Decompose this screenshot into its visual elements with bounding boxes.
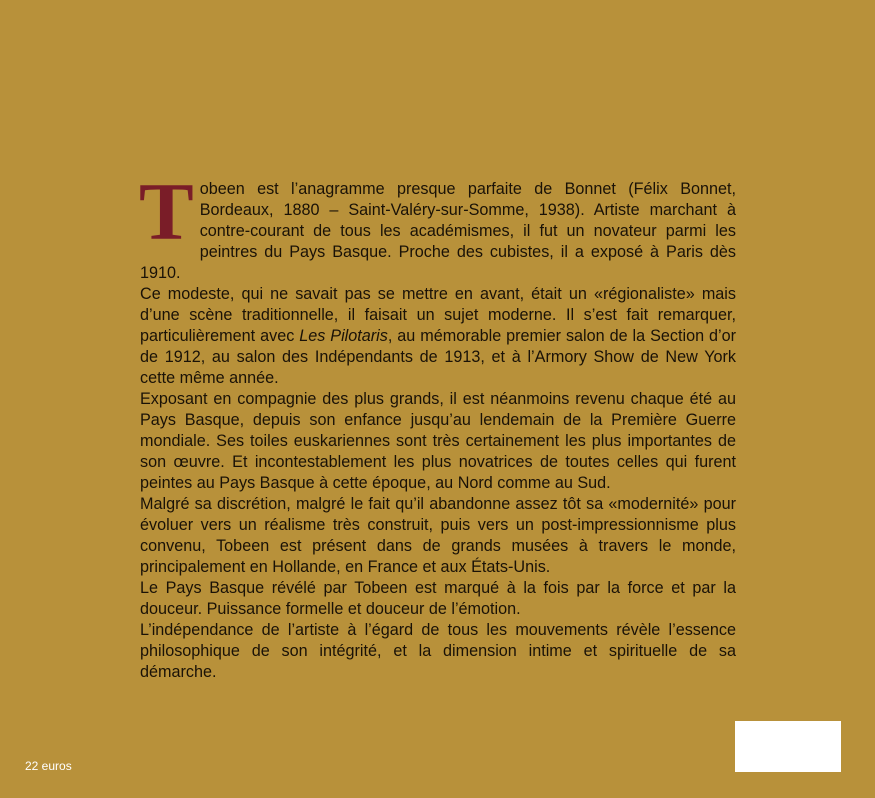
- barcode-area: [735, 721, 841, 772]
- paragraph-1-text: obeen est l’anagramme presque parfaite de Bonnet (Félix Bonnet, Bordeaux, 1880 – Saint-Valéry-sur-Somme, 1938). Artiste marchant à contre-courant de tous les académismes, il fut un novateur parmi les peintres du Pays Basque. Proche des cubistes, il a exposé à Paris dès 1910.: [140, 180, 736, 282]
- paragraph-1: [139, 166, 736, 284]
- paragraph-2: [140, 284, 736, 389]
- price-label: 22 euros: [25, 759, 72, 773]
- paragraph-3: Exposant en compagnie des plus grands, il est néanmoins revenu chaque été au Pays Basque, depuis son enfance jusqu’au lendemain de la Première Guerre mondiale. Ses toiles euskariennes sont très certainement les plus importantes de son œuvre. Et incontestablement les plus novatrices de toutes celles qui furent peintes au Pays Basque à cette époque, au Nord comme au Sud.: [140, 390, 736, 492]
- paragraph-2-text-a: Ce modeste, qui ne savait pas se mettre en avant, était un «régionaliste» mais d’une scène traditionnelle, il faisait un sujet moderne. Il s’est fait remarquer, particulièrement avec: [140, 285, 736, 345]
- paragraph-6: L’indépendance de l’artiste à l’égard de tous les mouvements révèle l’essence philosophique de son intégrité, et la dimension intime et spirituelle de sa démarche.: [140, 621, 736, 681]
- paragraph-5: Le Pays Basque révélé par Tobeen est marqué à la fois par la force et par la douceur. Puissance formelle et douceur de l’émotion.: [140, 579, 736, 618]
- artwork-title: Les Pilotaris: [299, 327, 388, 345]
- paragraph-2-text-b: , au mémorable premier salon de la Section d’or de 1912, au salon des Indépendants de 1913, et à l’Armory Show de New York cette même année.: [140, 327, 737, 387]
- drop-cap: T: [139, 166, 194, 257]
- back-cover-text: [139, 166, 737, 683]
- paragraph-4: Malgré sa discrétion, malgré le fait qu’il abandonne assez tôt sa «modernité» pour évoluer vers un réalisme très construit, puis vers un post-impressionnisme plus convenu, Tobeen est présent dans de grands musées à travers le monde, principalement en Hollande, en France et aux États-Unis.: [140, 495, 736, 576]
